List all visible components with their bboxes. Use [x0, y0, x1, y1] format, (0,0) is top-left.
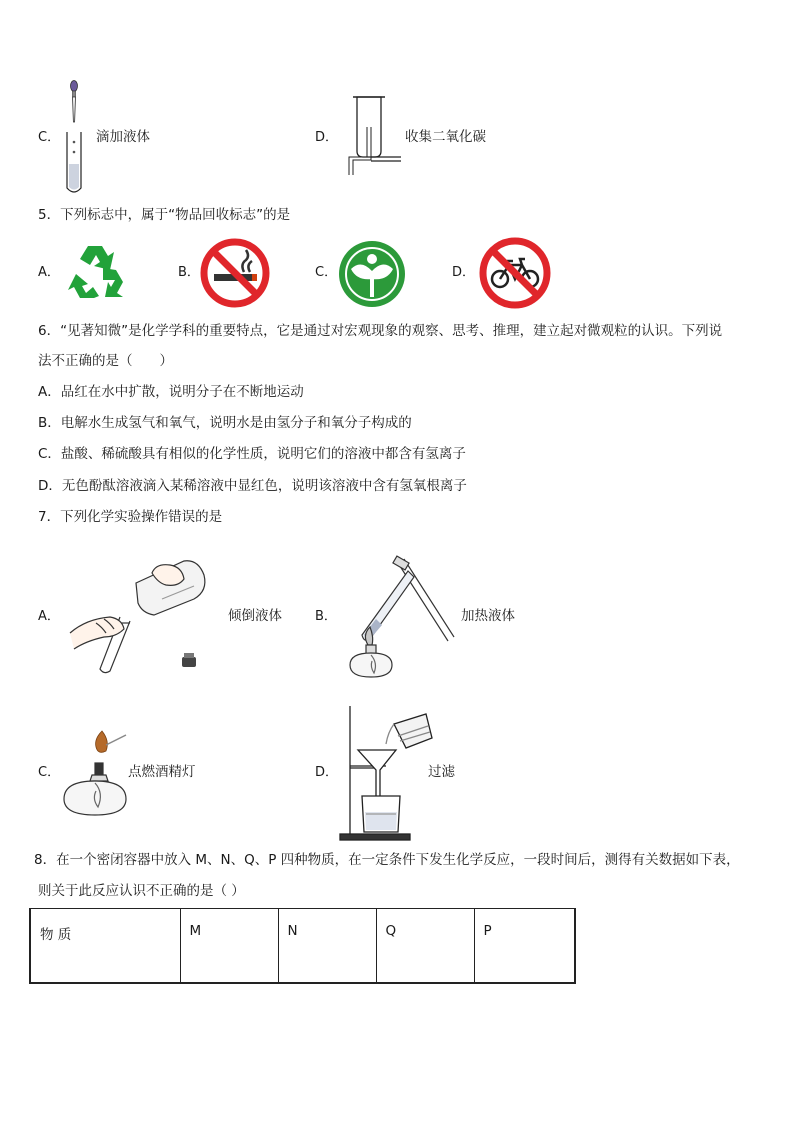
reaction-data-table — [29, 908, 576, 984]
q5-option-a-letter: A． — [38, 265, 60, 280]
bottle-stopper-icon — [182, 653, 196, 667]
q7-option-c-text: 点燃酒精灯 — [128, 764, 196, 780]
q6-stem-line2: 法不正确的是（ ） — [38, 353, 173, 369]
filtration-illustration — [336, 704, 434, 844]
gas-collection-bottle-illustration — [345, 93, 405, 177]
table-row — [30, 909, 575, 983]
q7-stem: 7．下列化学实验操作错误的是 — [38, 509, 223, 525]
q7-option-a-text: 倾倒液体 — [228, 608, 282, 624]
q5-option-d-letter: D． — [452, 265, 476, 280]
lighting-alcohol-lamp-illustration — [62, 727, 128, 817]
no-smoking-icon — [200, 238, 270, 308]
burning-match-icon — [96, 731, 126, 752]
q6-option-a: A．品红在水中扩散，说明分子在不断地运动 — [38, 384, 304, 400]
q6-stem-line1: 6．“见著知微”是化学学科的重要特点，它是通过对宏观现象的观察、思考、推理，建立起对微观粒的认识。下列说 — [38, 323, 723, 339]
q6-option-c: C．盐酸、稀硫酸具有相似的化学性质，说明它们的溶液中都含有氢离子 — [38, 446, 466, 462]
q4-option-d-letter: D． — [315, 130, 339, 145]
q4-option-d-text: 收集二氧化碳 — [405, 129, 486, 145]
q7-option-a-letter: A． — [38, 609, 60, 624]
q7-option-d-text: 过滤 — [428, 764, 455, 780]
pouring-liquid-illustration — [66, 553, 216, 677]
q8-stem-line1: 8．在一个密闭容器中放入 M、N、Q、P 四种物质，在一定条件下发生化学反应，一段时间后，测得有关数据如下表， — [34, 852, 740, 868]
no-bicycle-icon — [478, 237, 552, 309]
table-header-q: Q — [376, 909, 474, 983]
green-food-icon — [337, 239, 407, 309]
recycle-icon — [64, 240, 130, 304]
q6-option-d: D．无色酚酞溶液滴入某稀溶液中显红色，说明该溶液中含有氢氧根离子 — [38, 478, 467, 494]
q4-option-c-letter: C． — [38, 130, 61, 145]
table-header-m: M — [180, 909, 278, 983]
q5-stem: 5．下列标志中，属于“物品回收标志”的是 — [38, 207, 291, 223]
table-header-n: N — [278, 909, 376, 983]
q7-option-b-text: 加热液体 — [461, 608, 515, 624]
dropper-test-tube-illustration — [62, 80, 88, 196]
dropper-icon — [71, 81, 78, 123]
q8-stem-line2: 则关于此反应认识不正确的是（ ） — [38, 883, 245, 899]
heating-liquid-illustration — [342, 557, 460, 681]
q6-option-b: B．电解水生成氢气和氧气，说明水是由氢分子和氧分子构成的 — [38, 415, 412, 431]
q5-option-b-letter: B． — [178, 265, 200, 280]
table-header-p: P — [474, 909, 575, 983]
q4-option-c-text: 滴加液体 — [96, 129, 150, 145]
q5-option-c-letter: C． — [315, 265, 338, 280]
table-header-substance: 物 质 — [30, 909, 180, 983]
q7-option-d-letter: D． — [315, 765, 339, 780]
q7-option-b-letter: B． — [315, 609, 337, 624]
q7-option-c-letter: C． — [38, 765, 61, 780]
